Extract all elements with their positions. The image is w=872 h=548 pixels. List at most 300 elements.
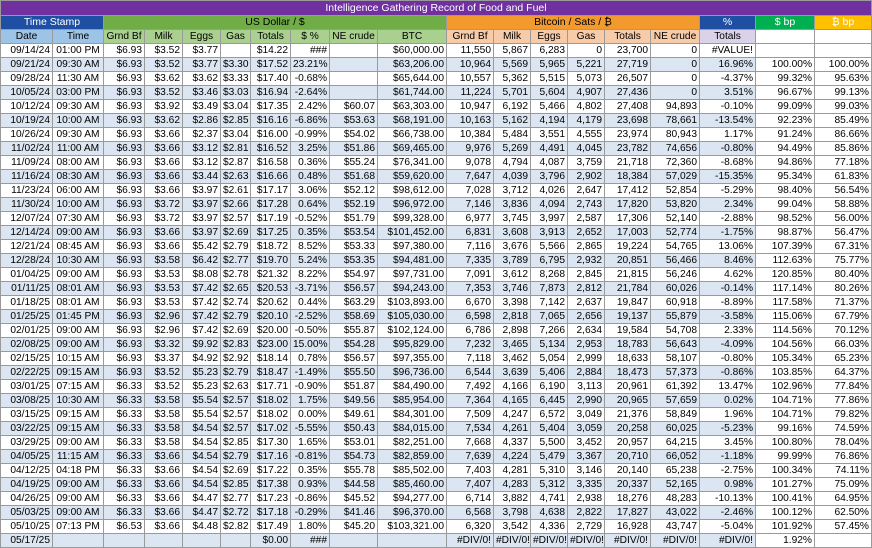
table-cell[interactable]: $3.66	[145, 464, 183, 478]
table-cell[interactable]: $2.77	[221, 254, 251, 268]
table-cell[interactable]: $3.04	[221, 100, 251, 114]
table-cell[interactable]	[330, 58, 378, 72]
table-cell[interactable]: -0.52%	[291, 212, 330, 226]
table-cell[interactable]: 8,268	[531, 268, 568, 282]
table-cell[interactable]: $3.30	[221, 58, 251, 72]
table-cell[interactable]: 7,335	[447, 254, 494, 268]
table-cell[interactable]: $2.85	[221, 114, 251, 128]
table-cell[interactable]: 64,215	[651, 436, 700, 450]
table-cell[interactable]: $6.93	[104, 114, 145, 128]
table-cell[interactable]: 56,643	[651, 338, 700, 352]
table-cell[interactable]	[330, 72, 378, 86]
table-cell[interactable]: 19,224	[605, 240, 651, 254]
table-cell[interactable]: $3.58	[145, 408, 183, 422]
table-cell[interactable]: 4,555	[568, 128, 605, 142]
table-cell[interactable]: 5,362	[494, 72, 531, 86]
table-cell[interactable]: 09/14/24	[1, 44, 53, 58]
table-cell[interactable]: 100.34%	[756, 464, 815, 478]
table-cell[interactable]: 10:15 AM	[53, 352, 104, 366]
table-cell[interactable]: $2.79	[221, 450, 251, 464]
table-cell[interactable]: -8.68%	[700, 156, 756, 170]
table-cell[interactable]: $94,277.00	[378, 492, 447, 506]
table-cell[interactable]: $3.97	[183, 184, 221, 198]
table-cell[interactable]: $6.33	[104, 464, 145, 478]
table-cell[interactable]: 2,953	[568, 338, 605, 352]
column-header[interactable]: Gas	[568, 30, 605, 44]
table-cell[interactable]: $96,736.00	[378, 366, 447, 380]
table-cell[interactable]: 7,668	[447, 436, 494, 450]
table-cell[interactable]: 5.24%	[291, 254, 330, 268]
table-cell[interactable]: 11/23/24	[1, 184, 53, 198]
table-cell[interactable]: 11/02/24	[1, 142, 53, 156]
table-cell[interactable]: 64.37%	[815, 366, 872, 380]
table-cell[interactable]: $52.19	[330, 198, 378, 212]
table-cell[interactable]: 7,146	[447, 198, 494, 212]
table-cell[interactable]: 09/28/24	[1, 72, 53, 86]
table-cell[interactable]: -0.99%	[291, 128, 330, 142]
table-cell[interactable]: $69,465.00	[378, 142, 447, 156]
table-cell[interactable]: 7,116	[447, 240, 494, 254]
table-cell[interactable]: $6.93	[104, 44, 145, 58]
table-cell[interactable]: ###	[291, 44, 330, 58]
table-cell[interactable]: $9.92	[183, 338, 221, 352]
table-cell[interactable]: $6.93	[104, 226, 145, 240]
table-cell[interactable]: $16.66	[251, 170, 291, 184]
table-cell[interactable]: $2.96	[145, 324, 183, 338]
table-cell[interactable]: 80.40%	[815, 268, 872, 282]
table-cell[interactable]: 10,557	[447, 72, 494, 86]
table-cell[interactable]: 27,719	[605, 58, 651, 72]
table-cell[interactable]: $51.79	[330, 212, 378, 226]
table-cell[interactable]: 77.18%	[815, 156, 872, 170]
table-cell[interactable]: 98.40%	[756, 184, 815, 198]
table-cell[interactable]: $21.32	[251, 268, 291, 282]
table-cell[interactable]: $14.22	[251, 44, 291, 58]
table-cell[interactable]	[330, 44, 378, 58]
table-cell[interactable]: $3.52	[145, 380, 183, 394]
table-cell[interactable]: 104.71%	[756, 408, 815, 422]
table-cell[interactable]: -0.29%	[291, 506, 330, 520]
column-header[interactable]: Date	[1, 30, 53, 44]
table-cell[interactable]: $3.52	[145, 58, 183, 72]
table-cell[interactable]: $3.12	[183, 156, 221, 170]
table-cell[interactable]: $6.93	[104, 296, 145, 310]
table-cell[interactable]: 12/07/24	[1, 212, 53, 226]
table-cell[interactable]: 4,166	[494, 380, 531, 394]
table-cell[interactable]: $3.33	[221, 72, 251, 86]
table-cell[interactable]: $3.72	[145, 198, 183, 212]
table-cell[interactable]: 58,849	[651, 408, 700, 422]
table-cell[interactable]: $4.47	[183, 492, 221, 506]
table-cell[interactable]: $3.62	[183, 72, 221, 86]
table-cell[interactable]: 02/22/25	[1, 366, 53, 380]
table-cell[interactable]: 6,283	[531, 44, 568, 58]
table-cell[interactable]: 114.56%	[756, 324, 815, 338]
table-cell[interactable]: 0	[568, 44, 605, 58]
table-cell[interactable]: $3.66	[145, 450, 183, 464]
table-cell[interactable]: 2.42%	[291, 100, 330, 114]
table-cell[interactable]: $55.78	[330, 464, 378, 478]
table-cell[interactable]: #DIV/0!	[605, 534, 651, 548]
table-cell[interactable]: 3,676	[494, 240, 531, 254]
table-cell[interactable]: 11/16/24	[1, 170, 53, 184]
column-header[interactable]: $ %	[291, 30, 330, 44]
table-cell[interactable]: $3.53	[145, 268, 183, 282]
table-cell[interactable]: 112.63%	[756, 254, 815, 268]
table-cell[interactable]: 10,384	[447, 128, 494, 142]
table-cell[interactable]: $61,744.00	[378, 86, 447, 100]
table-cell[interactable]: 6,192	[494, 100, 531, 114]
table-cell[interactable]: $49.56	[330, 394, 378, 408]
table-cell[interactable]: 107.39%	[756, 240, 815, 254]
column-header[interactable]: Milk	[494, 30, 531, 44]
table-cell[interactable]: $6.33	[104, 492, 145, 506]
table-cell[interactable]: 5,867	[494, 44, 531, 58]
table-cell[interactable]: 77.86%	[815, 394, 872, 408]
table-cell[interactable]: $20.00	[251, 324, 291, 338]
table-cell[interactable]: 09:30 AM	[53, 58, 104, 72]
table-cell[interactable]: $3.58	[145, 422, 183, 436]
table-cell[interactable]: 4,802	[568, 100, 605, 114]
table-cell[interactable]: $17.40	[251, 72, 291, 86]
table-cell[interactable]: $6.33	[104, 436, 145, 450]
column-header[interactable]: Time	[53, 30, 104, 44]
table-cell[interactable]: 09:00 AM	[53, 478, 104, 492]
table-cell[interactable]: 48,283	[651, 492, 700, 506]
table-cell[interactable]: $3.52	[145, 44, 183, 58]
table-cell[interactable]: 65,238	[651, 464, 700, 478]
table-cell[interactable]: $54.28	[330, 338, 378, 352]
table-cell[interactable]: $97,380.00	[378, 240, 447, 254]
table-cell[interactable]: 0.02%	[700, 394, 756, 408]
table-cell[interactable]: 95.63%	[815, 72, 872, 86]
table-cell[interactable]: $105,030.00	[378, 310, 447, 324]
table-cell[interactable]: 115.06%	[756, 310, 815, 324]
table-cell[interactable]: 9,078	[447, 156, 494, 170]
table-cell[interactable]: 5,701	[494, 86, 531, 100]
table-cell[interactable]: 0.64%	[291, 198, 330, 212]
table-cell[interactable]: 0.98%	[700, 478, 756, 492]
table-cell[interactable]: 23,700	[605, 44, 651, 58]
table-cell[interactable]	[815, 534, 872, 548]
table-cell[interactable]: 4,045	[568, 142, 605, 156]
table-cell[interactable]: 0.48%	[291, 170, 330, 184]
table-cell[interactable]: $2.83	[221, 338, 251, 352]
table-cell[interactable]: $84,301.00	[378, 408, 447, 422]
column-header[interactable]: NE crude	[651, 30, 700, 44]
table-cell[interactable]: $6.93	[104, 310, 145, 324]
table-cell[interactable]: 54,708	[651, 324, 700, 338]
table-cell[interactable]: -2.75%	[700, 464, 756, 478]
table-cell[interactable]: $18.14	[251, 352, 291, 366]
table-cell[interactable]: 7,353	[447, 282, 494, 296]
table-cell[interactable]: -3.58%	[700, 310, 756, 324]
table-cell[interactable]: 6,714	[447, 492, 494, 506]
table-cell[interactable]: 08:30 AM	[53, 170, 104, 184]
table-cell[interactable]: -1.18%	[700, 450, 756, 464]
table-cell[interactable]: 15.00%	[291, 338, 330, 352]
table-cell[interactable]: $17.35	[251, 100, 291, 114]
table-cell[interactable]: 3,746	[494, 282, 531, 296]
table-cell[interactable]: 74.11%	[815, 464, 872, 478]
table-cell[interactable]: -2.52%	[291, 310, 330, 324]
table-cell[interactable]: 2,884	[568, 366, 605, 380]
table-cell[interactable]: 18,276	[605, 492, 651, 506]
table-cell[interactable]: -0.86%	[700, 366, 756, 380]
table-cell[interactable]: 4,283	[494, 478, 531, 492]
table-cell[interactable]: 3,913	[531, 226, 568, 240]
table-cell[interactable]: $2.81	[221, 142, 251, 156]
table-cell[interactable]: 7,492	[447, 380, 494, 394]
table-cell[interactable]: $2.74	[221, 296, 251, 310]
table-cell[interactable]: $49.61	[330, 408, 378, 422]
table-cell[interactable]: $44.58	[330, 478, 378, 492]
table-cell[interactable]: $6.33	[104, 450, 145, 464]
table-cell[interactable]: $17.25	[251, 226, 291, 240]
table-cell[interactable]: 6,320	[447, 520, 494, 534]
table-cell[interactable]: $2.65	[221, 282, 251, 296]
table-cell[interactable]: 5,054	[531, 352, 568, 366]
table-cell[interactable]: 7,091	[447, 268, 494, 282]
table-cell[interactable]: $17.17	[251, 184, 291, 198]
table-cell[interactable]: $6.93	[104, 184, 145, 198]
table-cell[interactable]: 80,943	[651, 128, 700, 142]
table-cell[interactable]: $53.54	[330, 226, 378, 240]
table-cell[interactable]: -0.90%	[291, 380, 330, 394]
table-cell[interactable]: 11,224	[447, 86, 494, 100]
table-cell[interactable]: 19,847	[605, 296, 651, 310]
table-cell[interactable]: $3.58	[145, 394, 183, 408]
table-cell[interactable]: $51.68	[330, 170, 378, 184]
table-cell[interactable]: 3,367	[568, 450, 605, 464]
table-cell[interactable]: 5,134	[531, 338, 568, 352]
table-cell[interactable]: $3.97	[183, 212, 221, 226]
table-cell[interactable]	[221, 534, 251, 548]
table-cell[interactable]: 03/29/25	[1, 436, 53, 450]
table-cell[interactable]: $50.43	[330, 422, 378, 436]
table-cell[interactable]: -0.10%	[700, 100, 756, 114]
table-cell[interactable]: 20,258	[605, 422, 651, 436]
table-cell[interactable]: $3.92	[145, 100, 183, 114]
table-cell[interactable]: 21,784	[605, 282, 651, 296]
column-header[interactable]: Grnd Bf	[104, 30, 145, 44]
table-cell[interactable]: 70.12%	[815, 324, 872, 338]
table-cell[interactable]: 43,022	[651, 506, 700, 520]
table-cell[interactable]: 01/18/25	[1, 296, 53, 310]
table-cell[interactable]: $85,954.00	[378, 394, 447, 408]
table-cell[interactable]: 10,163	[447, 114, 494, 128]
table-cell[interactable]: 2,865	[568, 240, 605, 254]
table-cell[interactable]: 13.47%	[700, 380, 756, 394]
table-cell[interactable]: $17.02	[251, 422, 291, 436]
table-cell[interactable]: $6.93	[104, 128, 145, 142]
table-cell[interactable]: $17.19	[251, 212, 291, 226]
table-cell[interactable]: 10,964	[447, 58, 494, 72]
table-cell[interactable]: -5.29%	[700, 184, 756, 198]
table-cell[interactable]: 1.75%	[291, 394, 330, 408]
table-cell[interactable]: $6.93	[104, 282, 145, 296]
table-cell[interactable]: #VALUE!	[700, 44, 756, 58]
table-cell[interactable]: 11:15 AM	[53, 450, 104, 464]
table-cell[interactable]: -0.86%	[291, 492, 330, 506]
table-cell[interactable]: $3.97	[183, 198, 221, 212]
table-cell[interactable]: 3,462	[494, 352, 531, 366]
table-cell[interactable]: $4.92	[183, 352, 221, 366]
table-cell[interactable]: $68,191.00	[378, 114, 447, 128]
table-cell[interactable]: $2.96	[145, 310, 183, 324]
table-cell[interactable]: 12/21/24	[1, 240, 53, 254]
table-cell[interactable]: 91.24%	[756, 128, 815, 142]
table-cell[interactable]: 6,670	[447, 296, 494, 310]
table-cell[interactable]: $3.04	[221, 128, 251, 142]
table-cell[interactable]: 0.35%	[291, 464, 330, 478]
table-cell[interactable]: 4,179	[568, 114, 605, 128]
table-cell[interactable]: $4.54	[183, 478, 221, 492]
table-cell[interactable]: 17,412	[605, 184, 651, 198]
table-cell[interactable]: 7,266	[531, 324, 568, 338]
table-cell[interactable]: 0	[651, 58, 700, 72]
table-cell[interactable]: 60,918	[651, 296, 700, 310]
table-cell[interactable]: 99.13%	[815, 86, 872, 100]
table-cell[interactable]: -0.80%	[700, 142, 756, 156]
table-cell[interactable]: -2.64%	[291, 86, 330, 100]
table-cell[interactable]: $7.42	[183, 296, 221, 310]
table-cell[interactable]: 18,633	[605, 352, 651, 366]
table-cell[interactable]: $8.08	[183, 268, 221, 282]
table-cell[interactable]	[145, 534, 183, 548]
table-cell[interactable]: $20.10	[251, 310, 291, 324]
column-header[interactable]: NE crude	[330, 30, 378, 44]
table-cell[interactable]: 0	[651, 44, 700, 58]
table-cell[interactable]: 3,049	[568, 408, 605, 422]
table-cell[interactable]: $55.87	[330, 324, 378, 338]
table-cell[interactable]: 100.00%	[815, 58, 872, 72]
table-cell[interactable]: 4,336	[531, 520, 568, 534]
table-cell[interactable]: $3.66	[145, 170, 183, 184]
table-cell[interactable]: 74.59%	[815, 422, 872, 436]
table-cell[interactable]: 56.47%	[815, 226, 872, 240]
table-cell[interactable]: -0.68%	[291, 72, 330, 86]
table-cell[interactable]: 17,306	[605, 212, 651, 226]
table-cell[interactable]: 7,142	[531, 296, 568, 310]
table-cell[interactable]: 98.52%	[756, 212, 815, 226]
table-cell[interactable]: 7,065	[531, 310, 568, 324]
table-cell[interactable]: 4,087	[531, 156, 568, 170]
table-cell[interactable]: 4,741	[531, 492, 568, 506]
table-cell[interactable]: $51.86	[330, 142, 378, 156]
table-cell[interactable]: 0.00%	[291, 408, 330, 422]
table-cell[interactable]: 102.96%	[756, 380, 815, 394]
table-cell[interactable]: 99.03%	[815, 100, 872, 114]
table-cell[interactable]: 8.46%	[700, 254, 756, 268]
table-cell[interactable]: 2,898	[494, 324, 531, 338]
table-cell[interactable]: 0.35%	[291, 226, 330, 240]
table-cell[interactable]: 2,902	[568, 170, 605, 184]
table-cell[interactable]: $6.33	[104, 506, 145, 520]
table-cell[interactable]: ###	[291, 534, 330, 548]
table-cell[interactable]: 4.62%	[700, 268, 756, 282]
table-cell[interactable]: $53.33	[330, 240, 378, 254]
table-cell[interactable]: 3,551	[531, 128, 568, 142]
table-cell[interactable]: 4,165	[494, 394, 531, 408]
table-cell[interactable]: $3.44	[183, 170, 221, 184]
table-cell[interactable]: 100.12%	[756, 506, 815, 520]
table-cell[interactable]: 6,190	[531, 380, 568, 394]
table-cell[interactable]: $45.52	[330, 492, 378, 506]
table-cell[interactable]: $2.79	[221, 240, 251, 254]
column-header[interactable]	[815, 30, 872, 44]
table-cell[interactable]: 3,882	[494, 492, 531, 506]
table-cell[interactable]: 78,661	[651, 114, 700, 128]
table-cell[interactable]: 18,783	[605, 338, 651, 352]
table-cell[interactable]: 09:00 AM	[53, 436, 104, 450]
table-cell[interactable]: 52,774	[651, 226, 700, 240]
table-cell[interactable]: #DIV/0!	[700, 534, 756, 548]
table-cell[interactable]: -0.14%	[700, 282, 756, 296]
table-cell[interactable]: 2,656	[568, 310, 605, 324]
column-header[interactable]: Eggs	[183, 30, 221, 44]
table-cell[interactable]: 0.36%	[291, 156, 330, 170]
table-cell[interactable]: $97,731.00	[378, 268, 447, 282]
table-cell[interactable]: $6.93	[104, 240, 145, 254]
table-cell[interactable]: $55.24	[330, 156, 378, 170]
table-cell[interactable]: $3.77	[183, 58, 221, 72]
table-cell[interactable]: 8.22%	[291, 268, 330, 282]
table-cell[interactable]: $6.93	[104, 268, 145, 282]
table-cell[interactable]: $41.46	[330, 506, 378, 520]
table-cell[interactable]: 3,113	[568, 380, 605, 394]
column-header[interactable]	[756, 30, 815, 44]
table-cell[interactable]: 23.21%	[291, 58, 330, 72]
table-cell[interactable]: $2.37	[183, 128, 221, 142]
table-cell[interactable]: 3,836	[494, 198, 531, 212]
table-cell[interactable]: 5,269	[494, 142, 531, 156]
table-cell[interactable]: -6.86%	[291, 114, 330, 128]
table-cell[interactable]	[104, 534, 145, 548]
table-cell[interactable]: 5,221	[568, 58, 605, 72]
table-cell[interactable]: 1.96%	[700, 408, 756, 422]
table-cell[interactable]: 18,473	[605, 366, 651, 380]
table-cell[interactable]: 62.50%	[815, 506, 872, 520]
table-cell[interactable]: 3,059	[568, 422, 605, 436]
table-cell[interactable]: 20,710	[605, 450, 651, 464]
table-cell[interactable]: 07:15 AM	[53, 380, 104, 394]
table-cell[interactable]: $16.16	[251, 114, 291, 128]
table-cell[interactable]: 06:00 AM	[53, 184, 104, 198]
table-cell[interactable]: 5,515	[531, 72, 568, 86]
table-cell[interactable]: 5,406	[531, 366, 568, 380]
table-cell[interactable]: 100.00%	[756, 58, 815, 72]
table-cell[interactable]: 3.06%	[291, 184, 330, 198]
table-cell[interactable]	[756, 44, 815, 58]
table-cell[interactable]: 43,747	[651, 520, 700, 534]
column-header[interactable]: Eggs	[531, 30, 568, 44]
table-cell[interactable]: $6.93	[104, 142, 145, 156]
table-cell[interactable]: $54.73	[330, 450, 378, 464]
table-cell[interactable]: 2,822	[568, 506, 605, 520]
table-cell[interactable]: 99.16%	[756, 422, 815, 436]
table-cell[interactable]: 104.56%	[756, 338, 815, 352]
table-cell[interactable]: #DIV/0!	[531, 534, 568, 548]
table-cell[interactable]: $20.62	[251, 296, 291, 310]
table-cell[interactable]: $3.49	[183, 100, 221, 114]
table-cell[interactable]: $6.93	[104, 58, 145, 72]
table-cell[interactable]: 2,587	[568, 212, 605, 226]
table-cell[interactable]: $60.07	[330, 100, 378, 114]
table-cell[interactable]: 75.77%	[815, 254, 872, 268]
table-cell[interactable]: $94,481.00	[378, 254, 447, 268]
table-cell[interactable]: 09:30 AM	[53, 100, 104, 114]
